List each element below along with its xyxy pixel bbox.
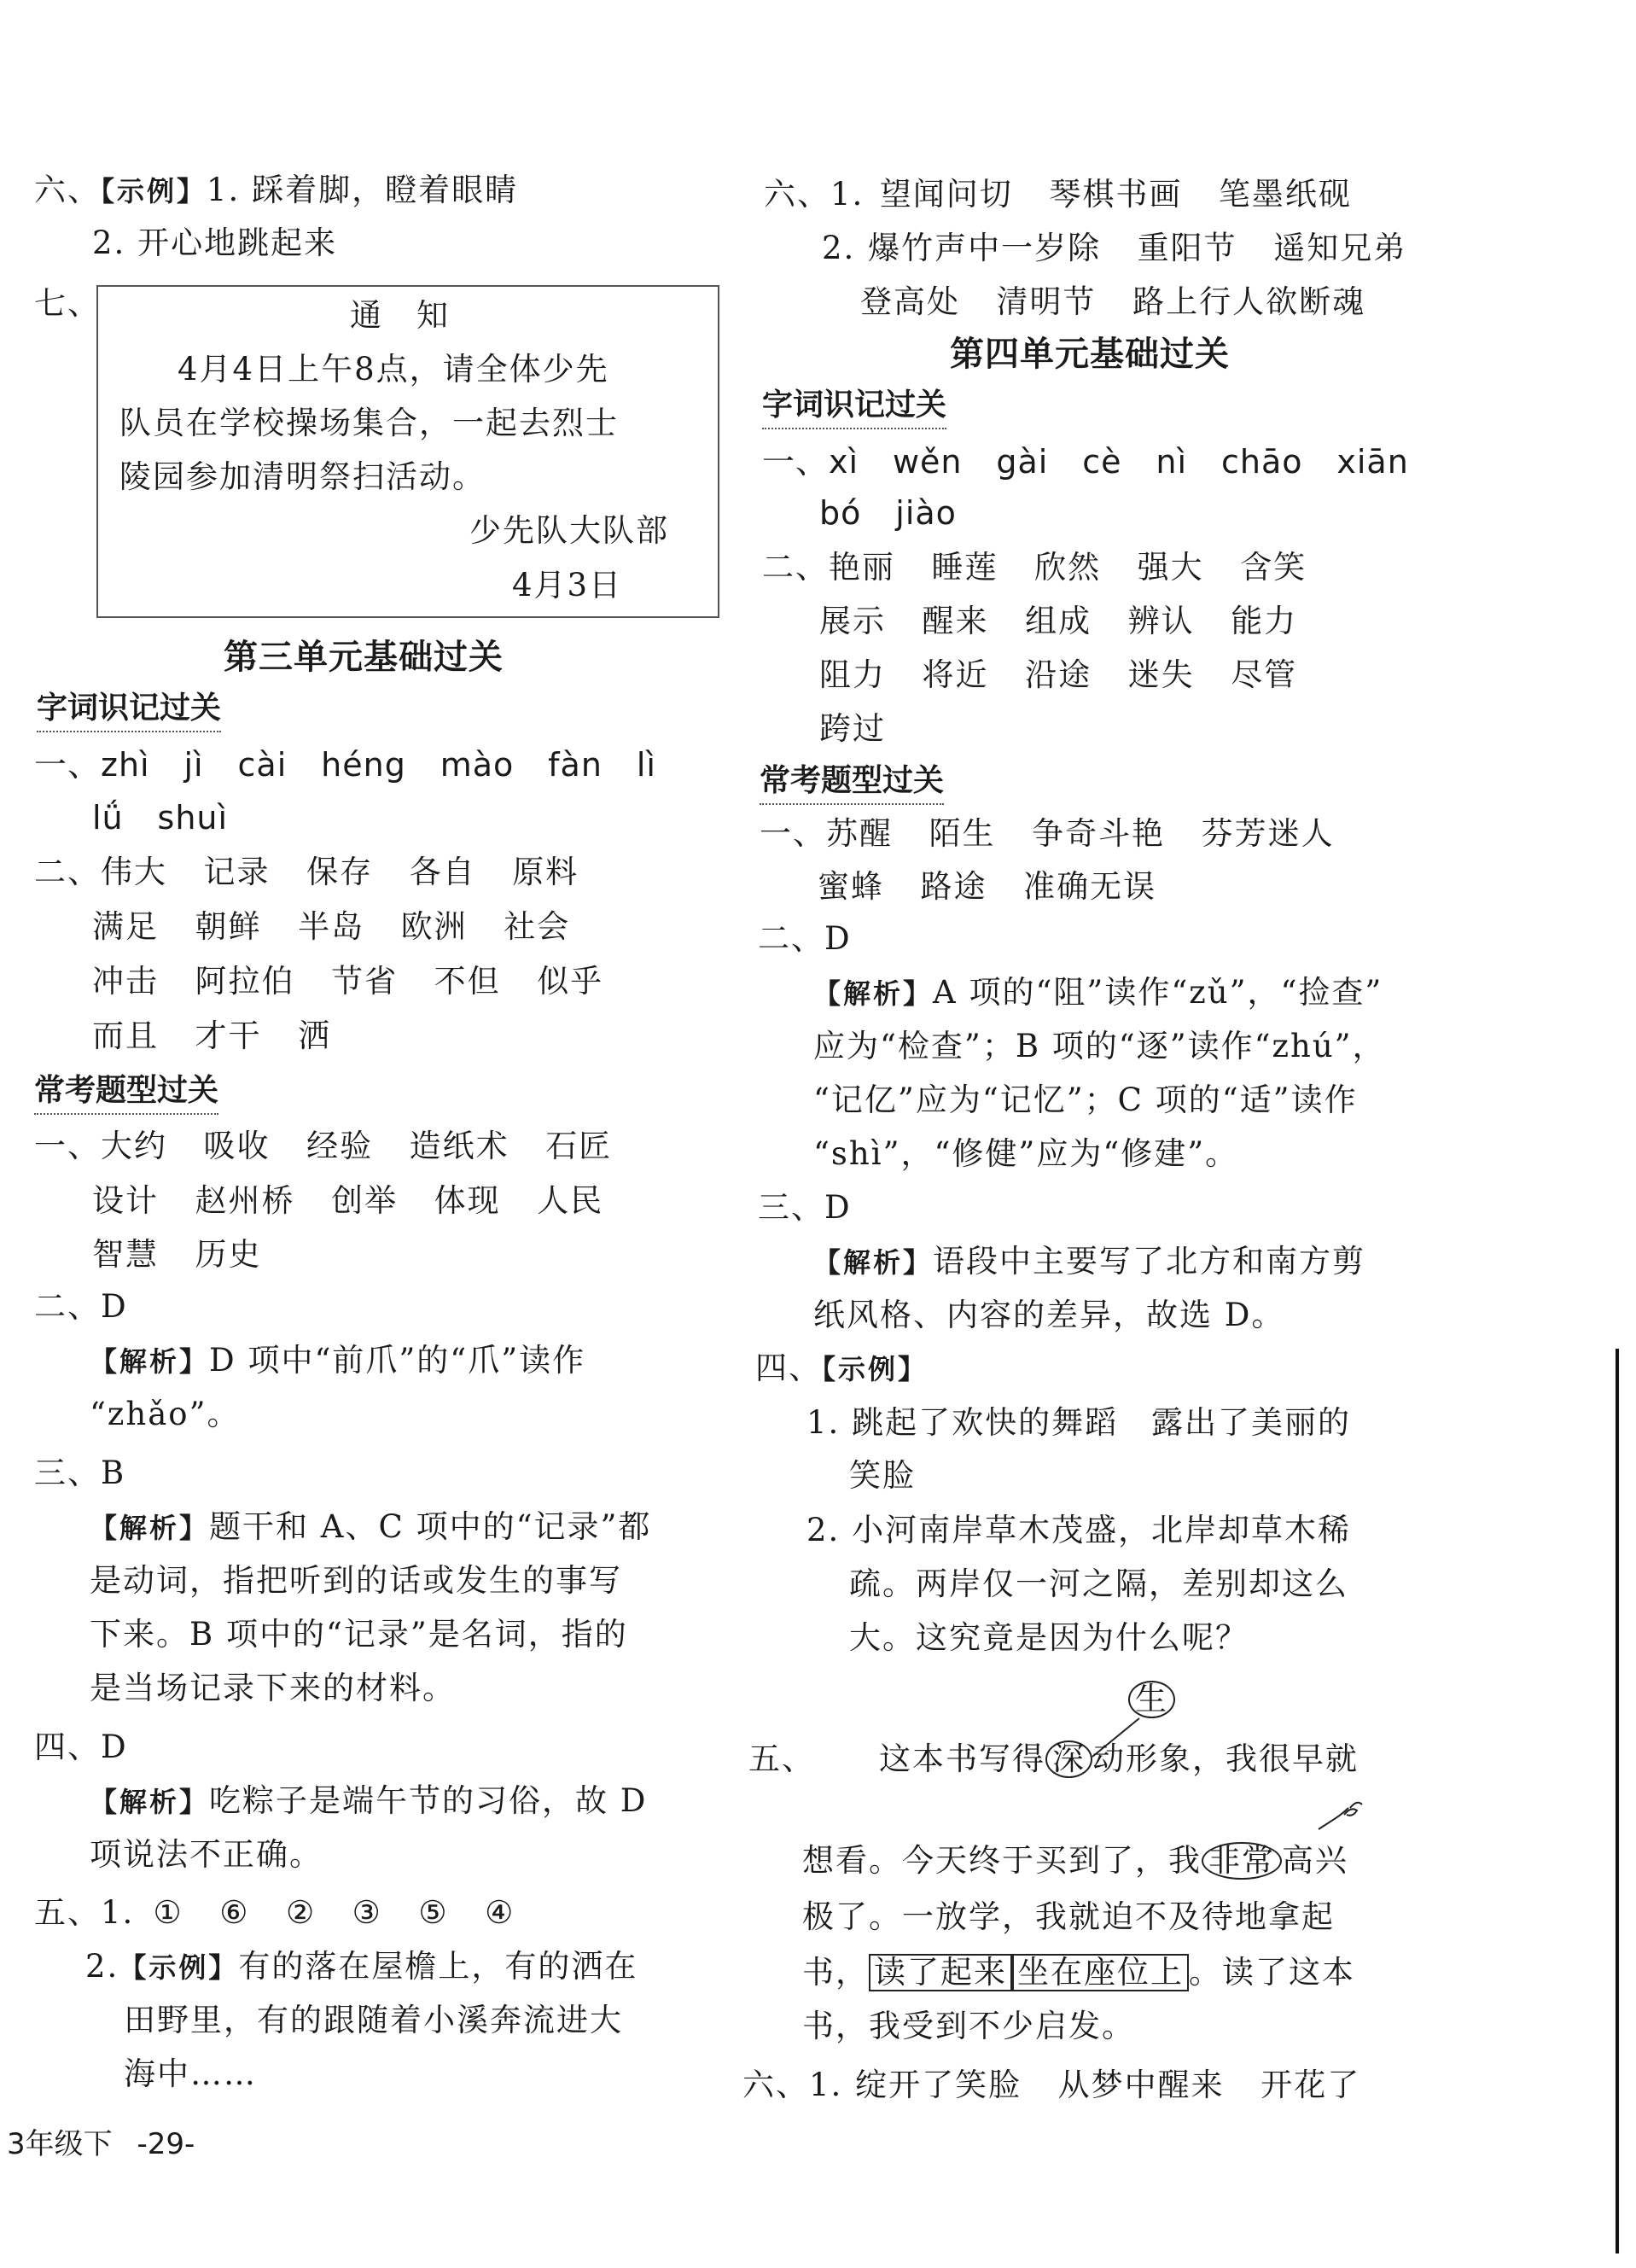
pinyin: shuì	[157, 799, 229, 837]
right-t6-line1	[742, 2066, 1360, 2105]
left-t4-label: 四、D	[34, 1729, 128, 1765]
footer	[7, 2120, 195, 2162]
left-t5-tag: 【示例】	[119, 1951, 239, 1984]
word: 朝鲜	[195, 908, 262, 945]
poem-answer: 清明节	[996, 283, 1097, 320]
poem-answer: 遥知兄弟	[1273, 230, 1407, 266]
word: 能力	[1231, 603, 1298, 639]
word: 路途	[920, 868, 987, 905]
poem-answer: 重阳节	[1137, 230, 1237, 266]
right-types-title: 常考题型过关	[760, 762, 944, 805]
right-w1-row1	[762, 442, 1409, 481]
word: 似乎	[537, 963, 604, 1000]
left-t5-line3: 田野里，有的跟随着小溪奔流进大	[124, 2002, 623, 2038]
correction-circle-sheng: 生	[1128, 1681, 1175, 1718]
word: 迷失	[1127, 656, 1195, 693]
right-t3-line1	[813, 1242, 1365, 1282]
pinyin: lǘ	[92, 799, 124, 837]
word: 人民	[537, 1182, 604, 1219]
left-w1-label: 一、	[34, 746, 102, 784]
word: 含笑	[1240, 549, 1307, 586]
word: 原料	[512, 854, 579, 890]
right-t4-line1: 1. 跳起了欢快的舞蹈 露出了美丽的	[806, 1404, 1352, 1441]
word: 各自	[409, 854, 476, 890]
pinyin: wěn	[892, 443, 963, 481]
order-number: ③	[352, 1894, 382, 1931]
word: 将近	[922, 656, 989, 693]
poem-answer: 登高处	[860, 283, 960, 320]
right-t4-line4: 疏。两岸仅一河之隔，差别却这么	[849, 1565, 1348, 1602]
notice-sign: 少先队大队部	[469, 512, 669, 549]
word: 睡莲	[931, 549, 998, 586]
left-t5-line4: 海中……	[124, 2055, 257, 2092]
left-t4-tag: 【解析】	[90, 1786, 210, 1818]
right-t5-line1	[879, 1740, 1359, 1779]
pinyin: lì	[636, 746, 656, 784]
correction-circle-shen: 深	[1045, 1740, 1092, 1778]
order-number: ⑤	[418, 1894, 449, 1931]
right-t5-line2	[802, 1841, 1348, 1880]
pinyin: mào	[440, 746, 515, 784]
left-q6-answer1: 1. 踩着脚，瞪着眼睛	[207, 172, 519, 208]
right-t5-line4	[802, 1953, 1355, 1992]
left-t2-line2: “zhǎo”。	[90, 1396, 241, 1432]
left-t5-line2	[85, 1947, 638, 1987]
poem-answer: 爆竹声中一岁除	[868, 230, 1102, 266]
right-t3-tag: 【解析】	[813, 1246, 934, 1279]
left-t3-line1	[90, 1507, 651, 1548]
word: 冲击	[92, 963, 159, 1000]
right-w2-row1	[762, 548, 1307, 587]
left-t3-line3: 下来。B 项中的“记录”是名词，指的	[90, 1616, 628, 1653]
word: 保存	[306, 854, 374, 890]
footer-page: -29-	[137, 2127, 195, 2161]
right-t5-l1b: 动形象，我很早就	[1092, 1740, 1359, 1777]
word: 智慧	[92, 1236, 159, 1273]
right-t2-line1	[813, 973, 1383, 1013]
word: 造纸术	[409, 1128, 509, 1164]
left-t2-text1: D 项中“前爪”的“爪”读作	[209, 1342, 586, 1379]
right-t5-l2a: 想看。今天终于买到了，我	[802, 1842, 1202, 1879]
left-w2-row1	[34, 853, 579, 892]
left-t2-tag: 【解析】	[90, 1345, 210, 1378]
left-types-title: 常考题型过关	[34, 1072, 218, 1115]
footer-grade: 3年级下	[7, 2127, 113, 2161]
left-q6-tag: 【示例】	[101, 175, 207, 207]
right-t6-label: 六、	[742, 2067, 809, 2103]
left-t3-label: 三、B	[34, 1455, 126, 1491]
unit3-title: 第三单元基础过关	[224, 637, 504, 677]
left-t1-row2	[92, 1181, 603, 1221]
answer-phrase: 从梦中醒来	[1057, 2067, 1225, 2103]
word: 艳丽	[829, 549, 895, 586]
left-t3-line2: 是动词，指把听到的话或发生的事写	[90, 1562, 622, 1599]
right-t3-text1: 语段中主要写了北方和南方剪	[933, 1243, 1366, 1280]
word: 尽管	[1231, 656, 1298, 693]
right-t3-line2: 纸风格、内容的差异，故选 D。	[813, 1297, 1285, 1333]
pinyin: cài	[237, 746, 288, 784]
word: 体现	[434, 1182, 501, 1219]
right-t5-l4b: 。读了这本	[1189, 1954, 1355, 1991]
left-w1-row1	[34, 745, 656, 784]
word: 吸收	[203, 1128, 271, 1164]
pinyin: zhì	[101, 746, 150, 784]
word: 苏醒	[826, 815, 893, 852]
word: 醒来	[922, 603, 989, 639]
left-w2-row4	[92, 1017, 331, 1056]
pinyin: bó	[819, 494, 862, 532]
right-t2-line4: “shì”，“修健”应为“修建”。	[813, 1135, 1239, 1172]
word: 阻力	[819, 656, 886, 693]
pinyin: fàn	[548, 746, 603, 784]
pinyin: héng	[321, 746, 406, 784]
left-q6-label: 六、	[34, 172, 101, 208]
pinyin: nì	[1156, 443, 1188, 481]
left-words-title: 字词识记过关	[37, 690, 221, 732]
word: 大约	[101, 1128, 167, 1164]
right-w1-label: 一、	[762, 443, 830, 481]
idiom: 琴棋书画	[1049, 176, 1183, 213]
delete-mark-icon	[1314, 1799, 1365, 1834]
word: 节省	[331, 963, 399, 1000]
left-t5-line1	[34, 1893, 515, 1933]
notice-line2: 队员在学校操场集合，一起去烈士	[119, 405, 619, 441]
notice-date: 4月3日	[512, 567, 623, 603]
right-t4-label: 四、	[755, 1350, 822, 1386]
pinyin: xiān	[1336, 443, 1409, 481]
right-q6-line3	[860, 283, 1365, 322]
right-t5-l4a: 书，	[802, 1954, 869, 1991]
word: 强大	[1137, 549, 1204, 586]
right-t1-label: 一、	[760, 815, 826, 852]
left-t3-text1: 题干和 A、C 项中的“记录”都	[209, 1508, 652, 1545]
left-w2-label: 二、	[34, 854, 101, 890]
left-t5-label: 五、	[34, 1894, 101, 1931]
word: 不但	[434, 963, 501, 1000]
right-t2-text1: A 项的“阻”读作“zǔ”，“捡查”	[933, 974, 1383, 1011]
word: 赵州桥	[195, 1182, 295, 1219]
right-t5-l2b: 高兴	[1282, 1842, 1348, 1879]
pinyin: gài	[996, 443, 1049, 481]
pinyin: jì	[183, 746, 204, 784]
answer-phrase: 开花了	[1260, 2067, 1361, 2103]
right-t5-line5: 书，我受到不少启发。	[802, 2008, 1135, 2044]
left-q6-line2: 2. 开心地跳起来	[92, 224, 338, 261]
right-t4-tag: 【示例】	[822, 1353, 929, 1385]
word: 记录	[203, 854, 271, 890]
word: 设计	[92, 1182, 159, 1219]
word: 创举	[331, 1182, 399, 1219]
pinyin: xì	[829, 443, 859, 481]
notice-title: 通 知	[350, 297, 450, 334]
right-w2-label: 二、	[762, 549, 829, 586]
order-number: ②	[285, 1894, 317, 1931]
left-t1-label: 一、	[34, 1128, 101, 1164]
right-t4-line2: 笑脸	[849, 1457, 916, 1494]
right-w2-row3	[819, 656, 1297, 695]
word: 展示	[819, 603, 886, 639]
order-number: ⑥	[219, 1894, 250, 1931]
left-t4-line1	[90, 1781, 647, 1822]
left-q7-label: 七、	[34, 285, 101, 322]
right-w1-row2	[819, 493, 957, 533]
word: 经验	[306, 1128, 374, 1164]
word: 社会	[504, 908, 571, 945]
right-t5-label: 五、	[748, 1740, 815, 1777]
left-t5-prefix2: 2.	[85, 1948, 119, 1985]
left-q6-line1	[34, 171, 518, 211]
word: 陌生	[929, 815, 996, 852]
left-t5-prefix1: 1.	[101, 1894, 135, 1931]
right-q6-line1	[764, 175, 1352, 214]
word: 沿途	[1025, 656, 1092, 693]
left-t5-text2: 有的落在屋檐上，有的洒在	[238, 1948, 638, 1985]
word: 满足	[92, 908, 159, 945]
left-t1-row1	[34, 1127, 612, 1166]
word: 跨过	[819, 710, 886, 747]
correction-box-1: 读了起来	[869, 1954, 1012, 1991]
order-number: ①	[153, 1894, 183, 1931]
right-t3-label: 三、D	[758, 1189, 852, 1226]
word: 争奇斗艳	[1032, 815, 1166, 852]
word: 而且	[92, 1017, 159, 1054]
left-w2-row3	[92, 962, 603, 1001]
word: 欣然	[1034, 549, 1102, 586]
left-w2-row2	[92, 907, 570, 947]
word: 芬芳迷人	[1201, 815, 1335, 852]
left-t3-tag: 【解析】	[90, 1512, 210, 1544]
right-t4-line3: 2. 小河南岸草木茂盛，北岸却草木稀	[806, 1512, 1352, 1548]
word: 辨认	[1127, 603, 1195, 639]
word: 伟大	[101, 854, 167, 890]
idiom: 笔墨纸砚	[1218, 176, 1352, 213]
idiom: 望闻问切	[879, 176, 1013, 213]
pinyin: jiào	[895, 494, 957, 532]
word: 准确无误	[1023, 868, 1157, 905]
page-edge-line	[1616, 1349, 1619, 2253]
left-t1-row3	[92, 1235, 262, 1274]
word: 半岛	[298, 908, 365, 945]
unit4-title: 第四单元基础过关	[950, 334, 1230, 374]
word: 欧洲	[400, 908, 468, 945]
poem-answer: 路上行人欲断魂	[1132, 283, 1366, 320]
word: 石匠	[545, 1128, 613, 1164]
order-number: ④	[485, 1894, 515, 1931]
right-t6-prefix: 1.	[809, 2067, 843, 2103]
right-q6-line2	[822, 229, 1406, 268]
right-words-title: 字词识记过关	[762, 387, 946, 429]
word: 历史	[195, 1236, 262, 1273]
word: 洒	[298, 1017, 332, 1054]
word: 蜜蜂	[818, 868, 884, 905]
right-q6-prefix1: 1.	[830, 176, 865, 213]
right-t2-tag: 【解析】	[813, 977, 934, 1010]
right-t2-line2: 应为“检查”；B 项的“逐”读作“zhú”，	[813, 1028, 1386, 1064]
right-q6-label: 六、	[764, 176, 830, 213]
word: 阿拉伯	[195, 963, 295, 1000]
pinyin: cè	[1082, 443, 1122, 481]
right-t4-line5: 大。这究竟是因为什么呢？	[849, 1619, 1249, 1656]
left-t4-line2: 项说法不正确。	[90, 1836, 323, 1873]
right-w2-row2	[819, 602, 1297, 641]
right-t4-line0	[755, 1349, 928, 1389]
left-t3-line4: 是当场记录下来的材料。	[90, 1670, 456, 1706]
left-t2-line1	[90, 1341, 585, 1381]
notice-line1: 4月4日上午8点，请全体少先	[178, 351, 609, 388]
word: 才干	[195, 1017, 262, 1054]
answer-phrase: 绽开了笑脸	[855, 2067, 1022, 2103]
correction-box-2: 坐在座位上	[1012, 1954, 1189, 1991]
right-t5-l1a: 这本书写得	[879, 1740, 1045, 1777]
word: 组成	[1025, 603, 1092, 639]
right-t1-row1	[760, 814, 1335, 854]
right-t5-line3: 极了。一放学，我就迫不及待地拿起	[802, 1898, 1335, 1935]
correction-circle-feichang: 非常	[1202, 1842, 1282, 1880]
notice-line3: 陵园参加清明祭扫活动。	[119, 458, 486, 495]
right-q6-prefix2: 2.	[822, 230, 856, 266]
left-t4-text1: 吃粽子是端午节的习俗，故 D	[209, 1782, 648, 1819]
right-t2-label: 二、D	[758, 920, 852, 957]
left-w1-row2	[92, 798, 228, 837]
right-w2-row4	[819, 709, 886, 749]
right-t1-row2	[818, 867, 1156, 907]
right-t2-line3: “记亿”应为“记忆”；C 项的“适”读作	[813, 1082, 1358, 1118]
pinyin: chāo	[1220, 443, 1303, 481]
left-t2-label: 二、D	[34, 1288, 128, 1325]
